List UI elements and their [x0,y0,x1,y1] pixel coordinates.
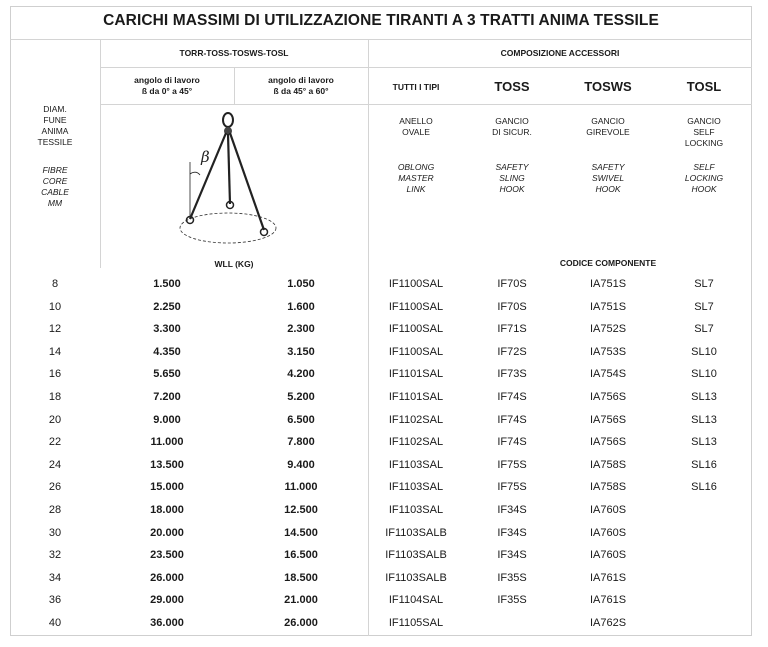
cell-diameter: 20 [48,413,62,426]
cell-wll-45-60: 26.000 [284,617,318,629]
cell-code-all: IF1103SALB [385,571,447,584]
acc-desc-en-tosws: SAFETY SWIVEL HOOK [591,162,625,194]
cell-code-toss: IF34S [497,504,527,516]
angle-header-45-60: angolo di lavoro ß da 45° a 60° [268,75,334,96]
cell-code-all: IF1100SAL [388,323,444,336]
cell-code-toss: IF70S [497,278,527,290]
cell-wll-45-60: 16.500 [284,549,318,562]
acc-desc-it-tutti: ANELLO OVALE [399,116,433,137]
wll-label: WLL (KG) [214,259,254,269]
cell-code-toss: IF70S [497,300,527,313]
cell-diameter: 32 [48,549,62,562]
acc-header-tosws: TOSWS [584,79,632,94]
cell-code-tosws: IA758S [589,481,627,494]
cell-code-all: IF1102SAL [388,436,444,449]
acc-desc-en-tosl: SELF LOCKING HOOK [684,162,724,194]
cell-code-toss: IF35S [497,571,527,584]
cell-code-all: IF1103SAL [388,481,444,494]
leg-right [230,133,264,230]
cell-wll-45-60: 5.200 [287,391,315,403]
cell-diameter: 40 [48,617,62,629]
beta-symbol: β [201,148,210,166]
cell-code-tosws: IA751S [589,300,627,313]
cell-diameter: 28 [48,504,62,516]
cell-code-tosws: IA754S [589,368,627,381]
cell-code-tosws: IA760S [589,526,627,539]
cell-wll-45-60: 21.000 [284,594,318,607]
acc-header-tosl: TOSL [686,79,722,94]
cell-diameter: 16 [48,368,62,381]
cell-wll-0-45: 9.000 [153,413,181,426]
master-link [223,113,233,127]
cell-code-toss: IF75S [497,458,527,471]
cell-wll-45-60: 2.300 [287,323,315,336]
cell-wll-0-45: 11.000 [150,436,184,449]
cell-code-tosws: IA753S [589,345,627,358]
cell-wll-45-60: 9.400 [287,458,315,471]
cell-code-tosl: SL10 [691,368,717,381]
cell-code-all: IF1102SAL [388,413,444,426]
cell-diameter: 34 [48,571,62,584]
cell-diameter: 22 [48,436,62,449]
cell-wll-0-45: 7.200 [153,391,181,403]
angle-arc [190,172,200,175]
rule-under-title [10,39,752,40]
cell-diameter: 24 [48,458,62,471]
cell-code-tosws: IA761S [589,571,627,584]
acc-header-toss: TOSS [494,79,530,94]
cell-code-toss: IF74S [497,391,527,403]
cell-code-all: IF1103SALB [385,549,447,562]
cell-wll-0-45: 29.000 [150,594,184,607]
cell-code-all: IF1103SAL [388,504,444,516]
cell-code-tosws: IA756S [589,391,627,403]
cell-wll-45-60: 3.150 [287,345,315,358]
cell-code-toss: IF74S [497,436,527,449]
cell-wll-45-60: 11.000 [284,481,318,494]
cell-code-toss: IF71S [497,323,527,336]
cell-wll-0-45: 4.350 [153,345,181,358]
group-header-accessories: COMPOSIZIONE ACCESSORI [500,48,620,58]
cell-code-tosl: SL7 [694,278,714,290]
cell-wll-45-60: 1.050 [287,278,315,290]
acc-desc-en-toss: SAFETY SLING HOOK [495,162,529,194]
cell-code-all: IF1105SAL [388,617,444,629]
leg-left [190,133,226,219]
cell-code-tosws: IA758S [589,458,627,471]
cell-code-all: IF1100SAL [388,278,444,290]
cell-code-all: IF1103SAL [388,458,444,471]
cell-code-toss: IF75S [497,481,527,494]
cell-code-tosws: IA756S [589,436,627,449]
cell-code-all: IF1104SAL [388,594,444,607]
acc-desc-en-tutti: OBLONG MASTER LINK [397,162,435,194]
cell-diameter: 10 [48,300,62,313]
cell-code-tosl: SL7 [694,323,714,336]
cell-diameter: 36 [48,594,62,607]
cell-code-toss: IF35S [497,594,527,607]
load-plane-ellipse [180,213,276,243]
page-title: CARICHI MASSIMI DI UTILIZZAZIONE TIRANTI A 3 TRATTI ANIMA TESSILE [103,12,659,29]
cell-diameter: 14 [48,345,62,358]
cell-code-toss: IF74S [497,413,527,426]
cell-code-tosws: IA756S [589,413,627,426]
cell-wll-45-60: 1.600 [287,300,315,313]
cell-code-all: IF1100SAL [388,345,444,358]
cell-code-tosws: IA760S [589,549,627,562]
cell-code-tosl: SL13 [691,391,717,403]
acc-desc-it-toss: GANCIO DI SICUR. [492,116,532,137]
cell-wll-0-45: 15.000 [150,481,184,494]
fibre-core-label: FIBRE CORE CABLE MM [41,165,69,208]
cell-code-all: IF1101SAL [388,391,444,403]
cell-wll-45-60: 4.200 [287,368,315,381]
cell-wll-45-60: 14.500 [284,526,318,539]
cell-wll-0-45: 5.650 [153,368,181,381]
cell-code-tosws: IA751S [589,278,627,290]
cell-code-tosws: IA761S [589,594,627,607]
cell-code-tosws: IA752S [589,323,627,336]
leg-centre [228,134,230,204]
cell-wll-0-45: 23.500 [150,549,184,562]
acc-header-tutti: TUTTI I TIPI [392,82,440,92]
cell-wll-45-60: 18.500 [284,571,318,584]
cell-code-toss: IF73S [497,368,527,381]
cell-code-tosl: SL13 [691,413,717,426]
cell-code-all: IF1100SAL [388,300,444,313]
cell-diameter: 18 [48,391,62,403]
rule-under-subheaders [100,104,752,105]
three-leg-sling-diagram [172,112,282,246]
cell-wll-0-45: 26.000 [150,571,184,584]
cell-wll-0-45: 2.250 [153,300,181,313]
acc-desc-it-tosws: GANCIO GIREVOLE [586,116,630,137]
cell-code-tosl: SL10 [691,345,717,358]
diameter-label: DIAM. FUNE ANIMA TESSILE [37,104,73,147]
outer-frame [10,6,752,636]
angle-header-0-45: angolo di lavoro ß da 0° a 45° [134,75,200,96]
cell-diameter: 26 [48,481,62,494]
cell-code-toss: IF34S [497,526,527,539]
cell-wll-0-45: 3.300 [153,323,181,336]
cell-wll-0-45: 20.000 [150,526,184,539]
cell-code-tosl: SL16 [691,481,717,494]
cell-diameter: 30 [48,526,62,539]
cell-code-toss: IF34S [497,549,527,562]
group-header-models: TORR-TOSS-TOSWS-TOSL [179,48,289,58]
cell-code-tosl: SL7 [694,300,714,313]
cell-code-all: IF1101SAL [388,368,444,381]
cell-code-all: IF1103SALB [385,526,447,539]
cell-wll-45-60: 7.800 [287,436,315,449]
cell-code-tosws: IA760S [589,504,627,516]
component-code-label: CODICE COMPONENTE [559,258,657,268]
acc-desc-it-tosl: GANCIO SELF LOCKING [684,116,724,148]
cell-wll-0-45: 36.000 [150,617,184,629]
cell-wll-45-60: 6.500 [287,413,315,426]
cell-diameter: 8 [51,278,59,290]
cell-code-tosl: SL16 [691,458,717,471]
cell-wll-45-60: 12.500 [284,504,318,516]
cell-code-tosl: SL13 [691,436,717,449]
cell-code-tosws: IA762S [589,617,627,629]
cell-code-toss: IF72S [497,345,527,358]
cell-wll-0-45: 13.500 [150,458,184,471]
rule-left-column [100,39,101,268]
cell-diameter: 12 [48,323,62,336]
cell-wll-0-45: 18.000 [150,504,184,516]
cell-wll-0-45: 1.500 [153,278,181,290]
rule-under-group-headers [100,67,752,68]
